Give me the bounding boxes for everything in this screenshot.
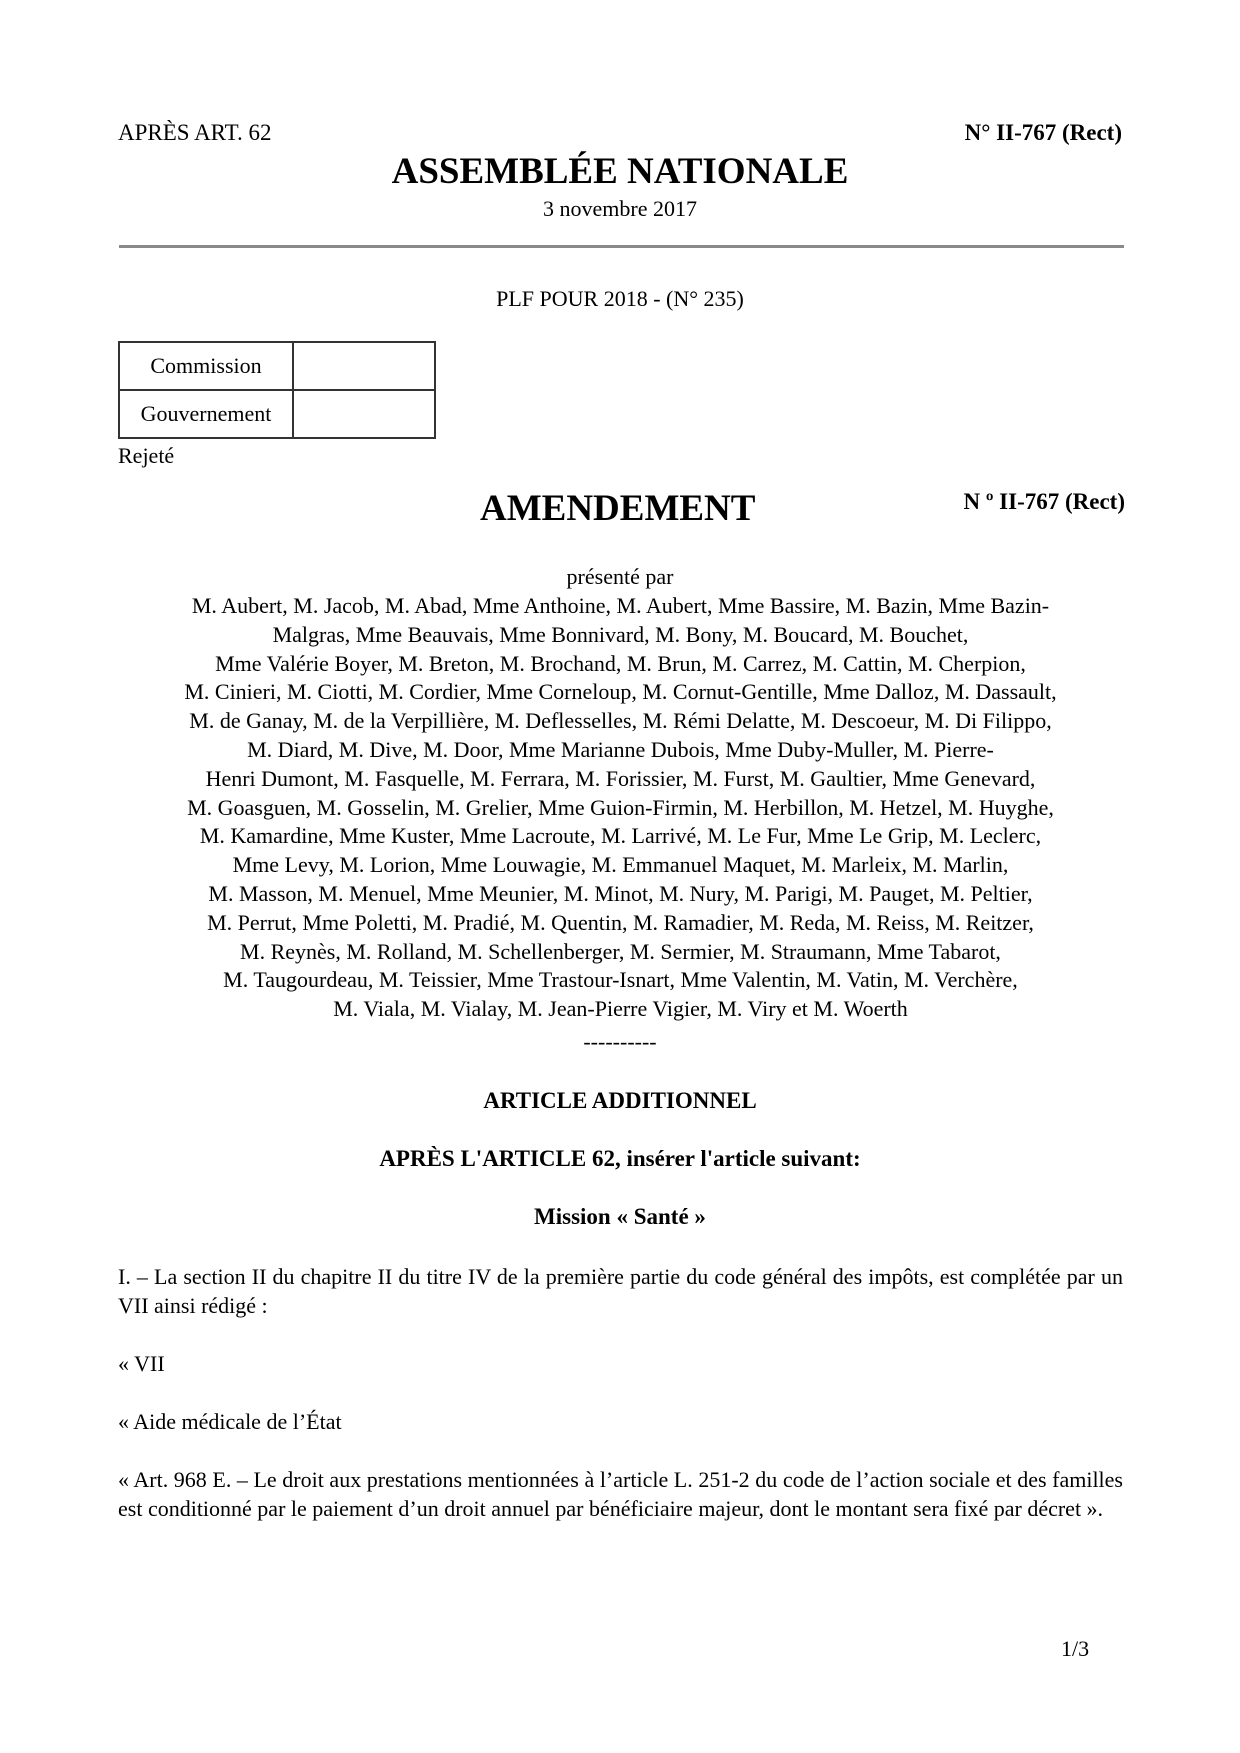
authors-line: M. Viala, M. Vialay, M. Jean-Pierre Vigier, M. Viry et M. Woerth <box>333 996 908 1022</box>
section-separator: ---------- <box>583 1029 657 1054</box>
amendment-number-header: N° II-767 (Rect) <box>964 120 1122 145</box>
status-result: Rejeté <box>118 443 175 468</box>
authors-line: M. Cinieri, M. Ciotti, M. Cordier, Mme Corneloup, M. Cornut-Gentille, Mme Dalloz, M. Dassault, <box>184 679 1057 705</box>
authors-line: Mme Levy, M. Lorion, Mme Louwagie, M. Emmanuel Maquet, M. Marleix, M. Marlin, <box>232 852 1009 878</box>
amendment-title: AMENDEMENT <box>480 488 756 529</box>
article-heading: ARTICLE ADDITIONNEL <box>483 1088 757 1113</box>
institution-title: ASSEMBLÉE NATIONALE <box>391 151 849 192</box>
page-number: 1/3 <box>1061 1636 1090 1661</box>
authors-line: M. Reynès, M. Rolland, M. Schellenberger, M. Sermier, M. Straumann, Mme Tabarot, <box>240 938 1001 964</box>
authors-line: M. Masson, M. Menuel, Mme Meunier, M. Minot, M. Nury, M. Parigi, M. Pauget, M. Peltier, <box>208 880 1033 906</box>
presented-by-label: présenté par <box>566 564 674 589</box>
authors-line: M. Aubert, M. Jacob, M. Abad, Mme Anthoine, M. Aubert, Mme Bassire, M. Bazin, Mme Bazin- <box>191 593 1050 618</box>
mission-title: Mission « Santé » <box>534 1204 706 1229</box>
status-value-gouvernement <box>293 390 435 438</box>
bill-reference: PLF POUR 2018 - (N° 235) <box>496 286 744 311</box>
status-table <box>118 341 436 439</box>
authors-line: M. Perrut, Mme Poletti, M. Pradié, M. Quentin, M. Ramadier, M. Reda, M. Reiss, M. Reitzer, <box>207 909 1034 935</box>
authors-line: M. Diard, M. Dive, M. Door, Mme Marianne Dubois, Mme Duby-Muller, M. Pierre- <box>247 736 994 762</box>
status-value-commission <box>293 342 435 390</box>
amendment-number: N º II-767 (Rect) <box>963 489 1125 514</box>
authors-line: M. Taugourdeau, M. Teissier, Mme Trastour-Isnart, Mme Valentin, M. Vatin, M. Verchère, <box>223 967 1018 993</box>
document-date: 3 novembre 2017 <box>543 196 697 221</box>
authors-line: M. Kamardine, Mme Kuster, Mme Lacroute, M. Larrivé, M. Le Fur, Mme Le Grip, M. Leclerc, <box>199 823 1042 849</box>
table-row <box>119 342 435 390</box>
table-row <box>119 390 435 438</box>
authors-line: M. de Ganay, M. de la Verpillière, M. Deflesselles, M. Rémi Delatte, M. Descoeur, M. Di Filippo, <box>189 708 1052 734</box>
authors-list <box>118 592 1123 1024</box>
status-label-commission: Commission <box>119 342 293 390</box>
status-label-gouvernement: Gouvernement <box>119 390 293 438</box>
article-position-label: APRÈS ART. 62 <box>118 120 272 145</box>
header-divider <box>119 245 1124 248</box>
article-paragraph: « VII <box>118 1351 165 1376</box>
authors-line: Henri Dumont, M. Fasquelle, M. Ferrara, M. Forissier, M. Furst, M. Gaultier, Mme Genevard, <box>205 765 1036 791</box>
article-paragraph: « Art. 968 E. – Le droit aux prestations mentionnées à l’article L. 251-2 du code de l’action sociale et des familles est conditionné par le paiement d’un droit annuel par bénéficiaire majeur, dont le montant sera fixé par décret ». <box>118 1467 1123 1521</box>
article-instruction: APRÈS L'ARTICLE 62, insérer l'article suivant: <box>379 1146 861 1171</box>
article-paragraph: I. – La section II du chapitre II du titre IV de la première partie du code général des impôts, est complétée par un VII ainsi rédigé : <box>118 1264 1123 1318</box>
authors-line: Mme Valérie Boyer, M. Breton, M. Brochand, M. Brun, M. Carrez, M. Cattin, M. Cherpion, <box>215 650 1026 676</box>
article-paragraph: « Aide médicale de l’État <box>118 1409 342 1434</box>
authors-line: M. Goasguen, M. Gosselin, M. Grelier, Mme Guion-Firmin, M. Herbillon, M. Hetzel, M. Huyghe, <box>187 794 1054 820</box>
authors-line: Malgras, Mme Beauvais, Mme Bonnivard, M. Bony, M. Boucard, M. Bouchet, <box>272 621 969 647</box>
